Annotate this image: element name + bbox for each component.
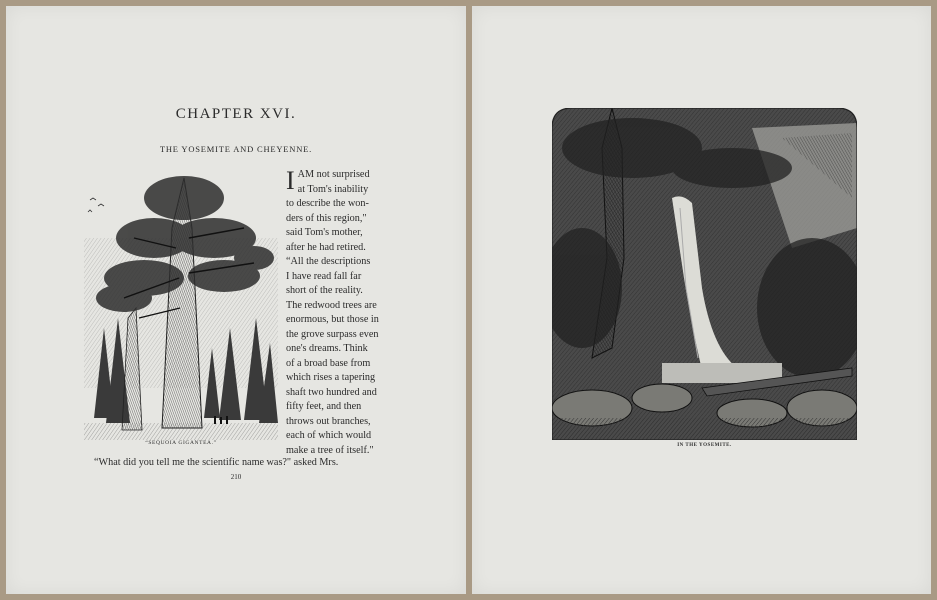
figure-caption-left: “SEQUOIA GIGANTEA.” (145, 440, 217, 446)
text-line: make a tree of itself." (286, 444, 374, 456)
text-line: at Tom's inability (297, 183, 369, 195)
text-line: each of which would (286, 430, 372, 441)
page-number: 210 (230, 473, 242, 481)
sequoia-engraving (84, 168, 278, 440)
chapter-subtitle: THE YOSEMITE AND CHEYENNE. (159, 144, 313, 154)
left-page (6, 6, 466, 594)
text-line: fifty feet, and then (286, 401, 362, 412)
text-line: shaft two hundred and (286, 386, 377, 398)
dropcap: I (286, 166, 295, 195)
text-line: The redwood trees are (286, 299, 377, 311)
text-line: of a broad base from (286, 357, 371, 369)
text-line: said Tom's mother, (286, 227, 363, 238)
text-line: enormous, but those in (286, 314, 379, 325)
full-width-line: “What did you tell me the scientific name was?" asked Mrs. (94, 457, 339, 468)
text-line: the grove surpass even (286, 328, 379, 340)
text-line: AM not surprised (297, 169, 370, 180)
text-line: to describe the won- (286, 198, 369, 209)
text-line: after he had retired. (286, 241, 366, 253)
figure-caption-right: IN THE YOSEMITE. (677, 443, 732, 448)
text-line: I have read fall far (286, 270, 362, 282)
chapter-title: CHAPTER XVI. (175, 106, 297, 122)
text-line: one's dreams. Think (286, 343, 368, 354)
text-line: “All the descriptions (286, 256, 371, 267)
text-line: ders of this region," (286, 212, 367, 224)
text-line: short of the reality. (286, 285, 363, 296)
yosemite-waterfall-engraving (552, 108, 857, 440)
text-line: which rises a tapering (286, 372, 376, 383)
text-line: throws out branches, (286, 415, 371, 427)
right-page (472, 6, 931, 594)
body-text-column (286, 168, 391, 458)
